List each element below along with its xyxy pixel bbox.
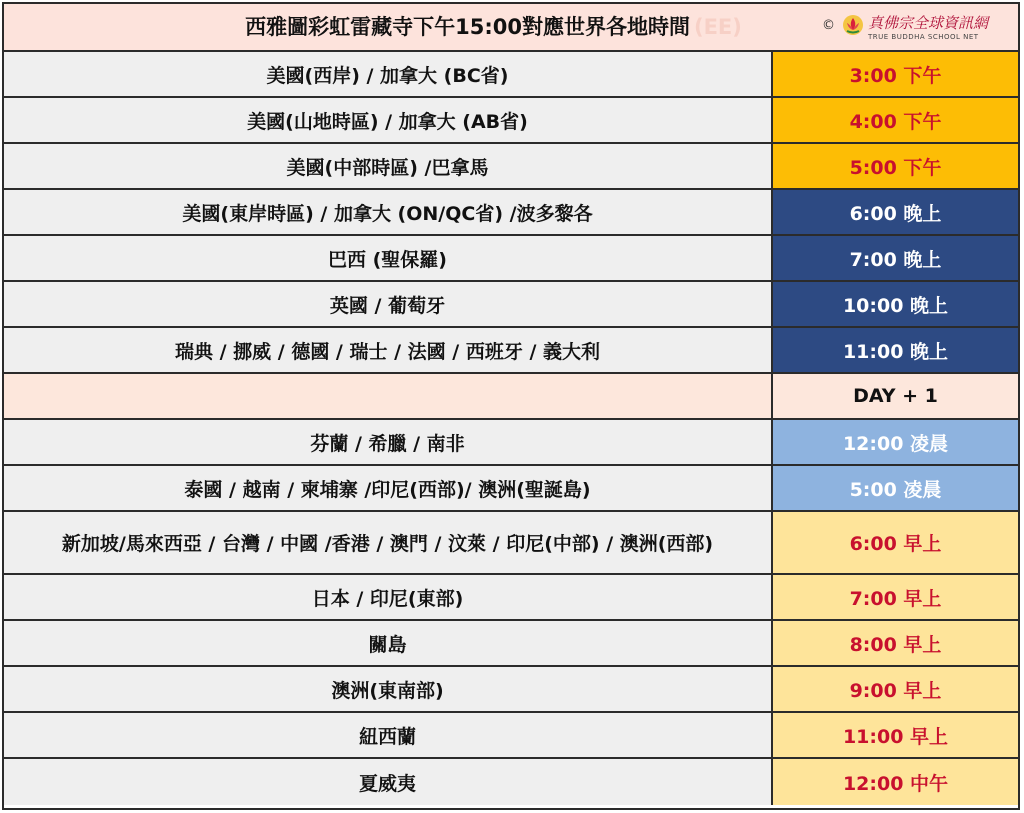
time-cell: 4:00 下午 xyxy=(773,98,1018,142)
time-cell: 11:00 早上 xyxy=(773,713,1018,757)
table-row xyxy=(4,713,1018,759)
table-row xyxy=(4,328,1018,374)
table-row xyxy=(4,759,1018,805)
time-cell: 6:00 早上 xyxy=(773,512,1018,573)
timezone-table xyxy=(2,2,1020,810)
brand-name: 真佛宗全球資訊網 xyxy=(868,14,989,32)
place-cell: 美國(山地時區) / 加拿大 (AB省) xyxy=(4,98,773,142)
table-header xyxy=(4,4,1018,52)
place-cell: 泰國 / 越南 / 柬埔寨 /印尼(西部)/ 澳洲(聖誕島) xyxy=(4,466,773,510)
place-cell: 芬蘭 / 希臘 / 南非 xyxy=(4,420,773,464)
time-cell: 11:00 晚上 xyxy=(773,328,1018,372)
table-row xyxy=(4,466,1018,512)
table-row xyxy=(4,98,1018,144)
place-cell: 紐西蘭 xyxy=(4,713,773,757)
time-cell: 12:00 中午 xyxy=(773,759,1018,805)
time-cell: 8:00 早上 xyxy=(773,621,1018,665)
time-cell: DAY + 1 xyxy=(773,374,1018,418)
table-row xyxy=(4,144,1018,190)
time-cell: 12:00 凌晨 xyxy=(773,420,1018,464)
brand-logo xyxy=(822,12,1000,44)
time-cell: 7:00 晚上 xyxy=(773,236,1018,280)
table-row xyxy=(4,190,1018,236)
table-row xyxy=(4,420,1018,466)
table-body xyxy=(4,52,1018,805)
time-cell: 6:00 晚上 xyxy=(773,190,1018,234)
copyright-symbol: © xyxy=(822,18,835,33)
place-cell xyxy=(4,374,773,418)
place-cell: 新加坡/馬來西亞 / 台灣 / 中國 /香港 / 澳門 / 汶萊 / 印尼(中部) / 澳洲(西部) xyxy=(4,512,773,573)
place-cell: 關島 xyxy=(4,621,773,665)
table-row xyxy=(4,512,1018,575)
page-title xyxy=(4,4,783,50)
place-cell: 英國 / 葡萄牙 xyxy=(4,282,773,326)
table-row xyxy=(4,621,1018,667)
table-row xyxy=(4,236,1018,282)
place-cell: 美國(中部時區) /巴拿馬 xyxy=(4,144,773,188)
time-cell: 5:00 下午 xyxy=(773,144,1018,188)
time-cell: 7:00 早上 xyxy=(773,575,1018,619)
lotus-icon xyxy=(842,14,864,36)
place-cell: 美國(東岸時區) / 加拿大 (ON/QC省) /波多黎各 xyxy=(4,190,773,234)
place-cell: 巴西 (聖保羅) xyxy=(4,236,773,280)
place-cell: 瑞典 / 挪威 / 德國 / 瑞士 / 法國 / 西班牙 / 義大利 xyxy=(4,328,773,372)
table-row xyxy=(4,575,1018,621)
place-cell: 美國(西岸) / 加拿大 (BC省) xyxy=(4,52,773,96)
place-cell: 夏威夷 xyxy=(4,759,773,805)
place-cell: 日本 / 印尼(東部) xyxy=(4,575,773,619)
place-cell: 澳洲(東南部) xyxy=(4,667,773,711)
faint-tag: (EE) xyxy=(693,15,742,39)
separator-row xyxy=(4,374,1018,420)
time-cell: 5:00 凌晨 xyxy=(773,466,1018,510)
time-cell: 9:00 早上 xyxy=(773,667,1018,711)
time-cell: 3:00 下午 xyxy=(773,52,1018,96)
table-row xyxy=(4,282,1018,328)
brand-url: TRUE BUDDHA SCHOOL NET xyxy=(868,33,979,41)
table-row xyxy=(4,667,1018,713)
page-title-text: 西雅圖彩虹雷藏寺下午15:00對應世界各地時間 xyxy=(245,15,690,39)
time-cell: 10:00 晚上 xyxy=(773,282,1018,326)
table-row xyxy=(4,52,1018,98)
